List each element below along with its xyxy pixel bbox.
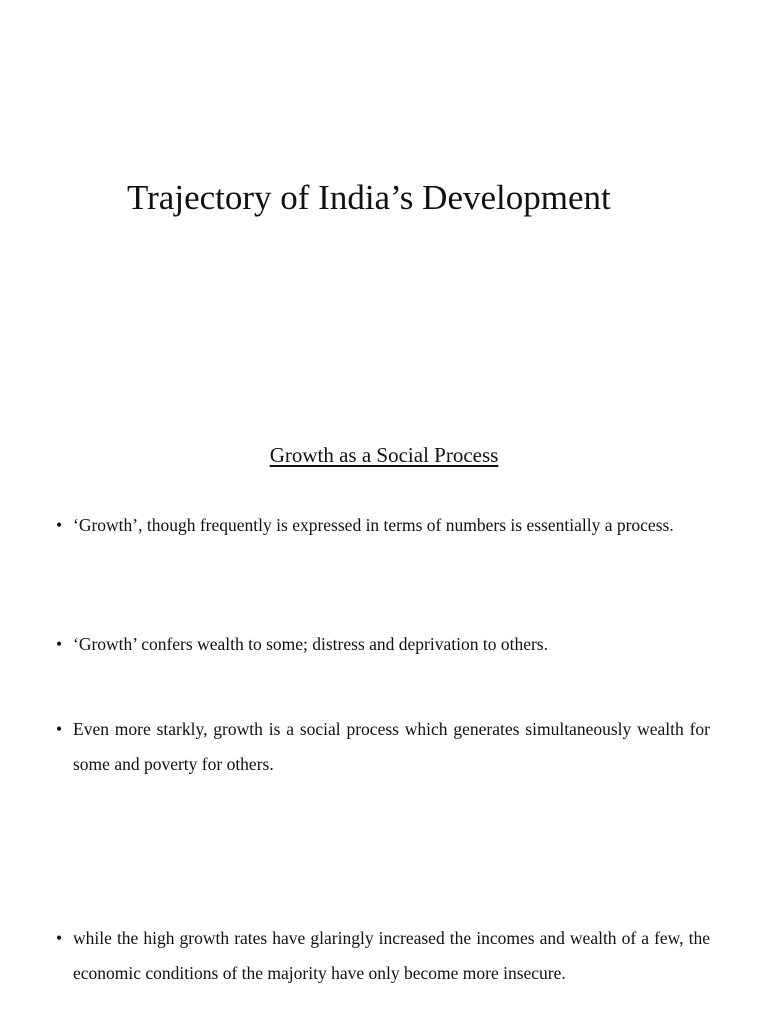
page-title: Trajectory of India’s Development xyxy=(127,178,611,217)
bullet-text: ‘Growth’, though frequently is expressed in terms of numbers is essentially a process. xyxy=(73,515,674,535)
bullet-icon: • xyxy=(56,928,63,948)
section-heading-text: Growth as a Social Process xyxy=(269,443,499,467)
bullet-item xyxy=(56,508,710,543)
bullet-item xyxy=(56,921,710,991)
bullet-text: ‘Growth’ confers wealth to some; distress and deprivation to others. xyxy=(73,634,548,654)
bullet-icon: • xyxy=(56,515,63,535)
bullet-text: Even more starkly, growth is a social process which generates simultaneously wealth for some and poverty for others. xyxy=(73,719,710,774)
bullet-icon: • xyxy=(56,634,63,654)
bullet-text: while the high growth rates have glaringly increased the incomes and wealth of a few, the economic conditions of the majority have only become more insecure. xyxy=(73,928,710,983)
bullet-item xyxy=(56,712,710,782)
bullet-icon: • xyxy=(56,719,63,739)
bullet-item xyxy=(56,627,710,662)
section-heading xyxy=(0,440,768,470)
